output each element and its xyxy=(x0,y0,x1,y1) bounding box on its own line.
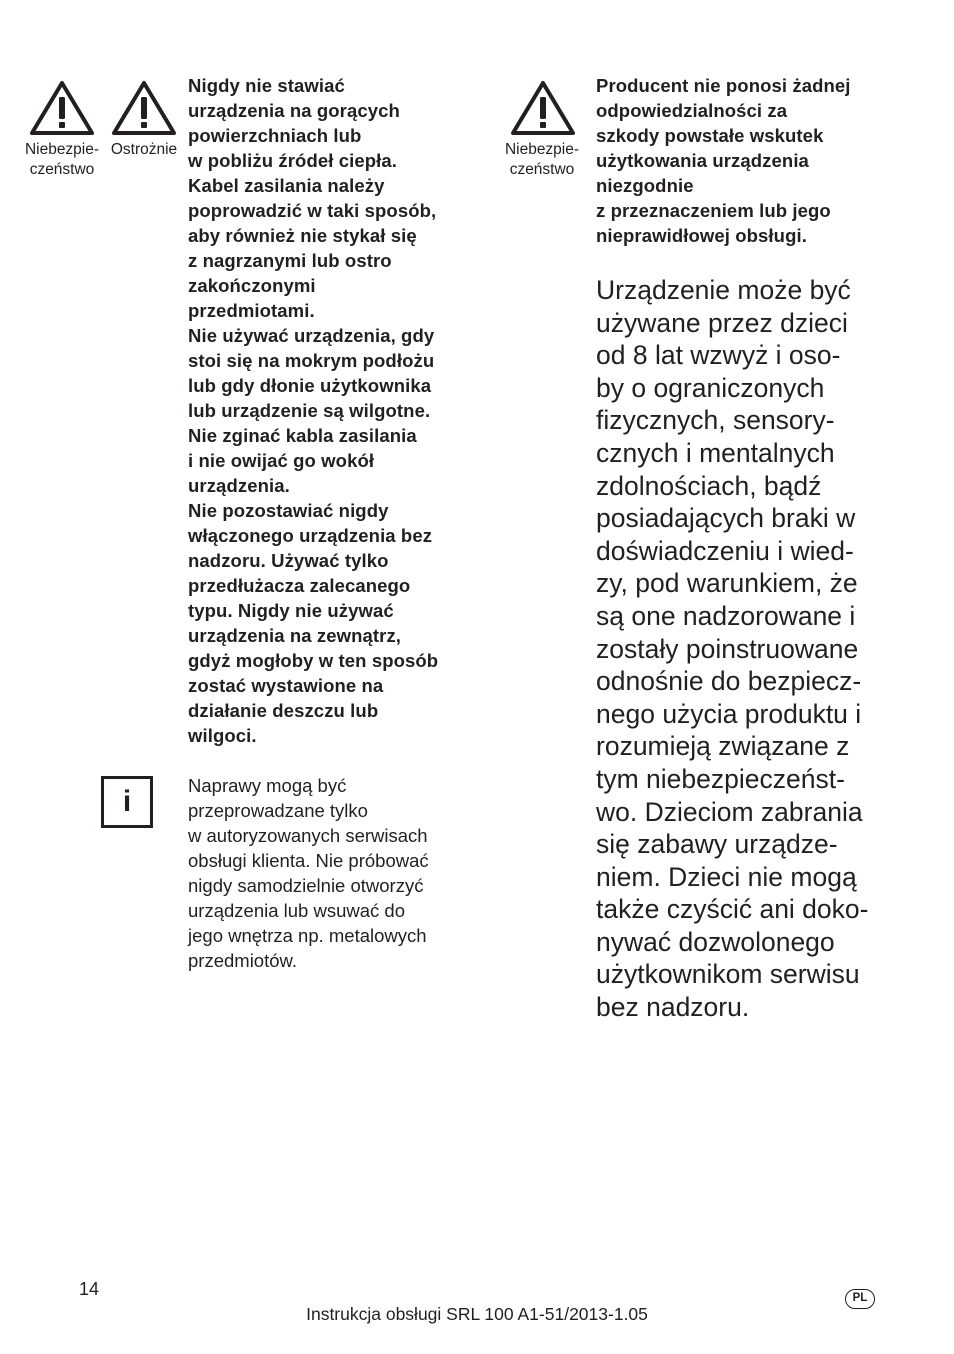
info-icon-glyph: i xyxy=(122,785,132,818)
text-line: Urządzenie może być xyxy=(596,275,851,305)
text-line: zdolnościach, bądź xyxy=(596,470,822,501)
text-line: aby również nie stykał się xyxy=(188,225,417,246)
text-line: i nie owijać go wokół xyxy=(188,450,375,471)
text-line: urządzenia na gorących xyxy=(188,100,400,121)
text-line: także czyścić ani doko- xyxy=(596,894,869,925)
page-number: 14 xyxy=(79,1279,100,1299)
text-line: Naprawy mogą być xyxy=(188,775,347,796)
children-usage-text xyxy=(596,274,868,1024)
danger-warning-icon xyxy=(29,80,95,136)
left-warning-text xyxy=(188,73,438,748)
text-line: użytkownikom serwisu xyxy=(596,959,860,990)
danger-label-line-1: Niebezpie- xyxy=(504,141,580,158)
text-line: powierzchniach lub xyxy=(188,125,362,146)
danger-label-line-2: czeństwo xyxy=(29,161,95,178)
danger-label-line-2: czeństwo xyxy=(509,161,575,178)
text-line: przedłużacza zalecanego xyxy=(188,575,411,596)
text-line: zostały poinstruowane xyxy=(596,633,859,664)
text-line: zy, pod warunkiem, że xyxy=(596,568,858,599)
text-line: nywać dozwolonego xyxy=(596,926,835,957)
language-badge: PL xyxy=(845,1289,875,1309)
text-line: działanie deszczu lub xyxy=(188,700,379,721)
text-line: Producent nie ponosi żadnej xyxy=(596,75,851,96)
text-line: posiadających braki w xyxy=(596,503,856,534)
text-line: w autoryzowanych serwisach xyxy=(188,825,428,846)
text-line: obsługi klienta. Nie próbować xyxy=(188,850,429,871)
text-line: gdyż mogłoby w ten sposób xyxy=(188,650,439,671)
text-line: nego użycia produktu i xyxy=(596,698,862,729)
text-line: Nie zginać kabla zasilania xyxy=(188,425,417,446)
manual-reference: Instrukcja obsługi SRL 100 A1-51/2013-1.05 xyxy=(306,1304,648,1324)
left-info-text xyxy=(188,773,429,973)
text-line: lub urządzenie są wilgotne. xyxy=(188,400,431,421)
text-line: Nigdy nie stawiać xyxy=(188,75,345,96)
text-line: nigdy samodzielnie otworzyć xyxy=(188,875,424,896)
text-line: Nie używać urządzenia, gdy xyxy=(188,325,435,346)
text-line: zakończonymi xyxy=(188,275,316,296)
text-line: odpowiedzialności za xyxy=(596,100,788,121)
text-line: urządzenia na zewnątrz, xyxy=(188,625,402,646)
text-line: Nie pozostawiać nigdy xyxy=(188,500,389,521)
text-line: urządzenia lub wsuwać do xyxy=(188,900,405,921)
text-line: włączonego urządzenia bez xyxy=(188,525,433,546)
text-line: z nagrzanymi lub ostro xyxy=(188,250,392,271)
text-line: szkody powstałe wskutek xyxy=(596,125,824,146)
text-line: są one nadzorowane i xyxy=(596,600,856,631)
text-line: jego wnętrza np. metalowych xyxy=(188,925,427,946)
text-line: od 8 lat wzwyż i oso- xyxy=(596,340,841,371)
text-line: niem. Dzieci nie mogą xyxy=(596,861,857,892)
text-line: cznych i mentalnych xyxy=(596,437,835,468)
text-line: typu. Nigdy nie używać xyxy=(188,600,394,621)
danger-label-right xyxy=(499,140,585,180)
text-line: przedmiotami. xyxy=(188,300,315,321)
caution-label: Ostrożnie xyxy=(110,141,178,158)
text-line: używane przez dzieci xyxy=(596,307,848,338)
text-line: bez nadzoru. xyxy=(596,992,750,1023)
text-line: przedmiotów. xyxy=(188,950,297,971)
text-line: lub gdy dłonie użytkownika xyxy=(188,375,432,396)
text-line: się zabawy urządze- xyxy=(596,829,838,860)
text-line: przeprowadzane tylko xyxy=(188,800,368,821)
text-line: fizycznych, sensory- xyxy=(596,405,835,436)
caution-warning-icon xyxy=(111,80,177,136)
danger-warning-icon-right xyxy=(510,80,576,136)
text-line: nieprawidłowej obsługi. xyxy=(596,225,807,246)
text-line: użytkowania urządzenia xyxy=(596,150,809,171)
text-line: zostać wystawione na xyxy=(188,675,384,696)
text-line: niezgodnie xyxy=(596,175,694,196)
danger-label xyxy=(19,140,105,180)
text-line: stoi się na mokrym podłożu xyxy=(188,350,435,371)
text-line: doświadczeniu i wied- xyxy=(596,535,854,566)
text-line: poprowadzić w taki sposób, xyxy=(188,200,437,221)
text-line: Kabel zasilania należy xyxy=(188,175,385,196)
right-warning-text xyxy=(596,73,851,248)
text-line: nadzoru. Używać tylko xyxy=(188,550,389,571)
text-line: w pobliżu źródeł ciepła. xyxy=(188,150,398,171)
text-line: wo. Dzieciom zabrania xyxy=(596,796,863,827)
info-icon xyxy=(101,776,153,828)
text-line: urządzenia. xyxy=(188,475,290,496)
text-line: z przeznaczeniem lub jego xyxy=(596,200,831,221)
text-line: tym niebezpieczeńst- xyxy=(596,763,845,794)
text-line: odnośnie do bezpiecz- xyxy=(596,666,862,697)
text-line: rozumieją związane z xyxy=(596,731,850,762)
text-line: wilgoci. xyxy=(188,725,257,746)
danger-label-line-1: Niebezpie- xyxy=(24,141,100,158)
text-line: by o ograniczonych xyxy=(596,372,825,403)
